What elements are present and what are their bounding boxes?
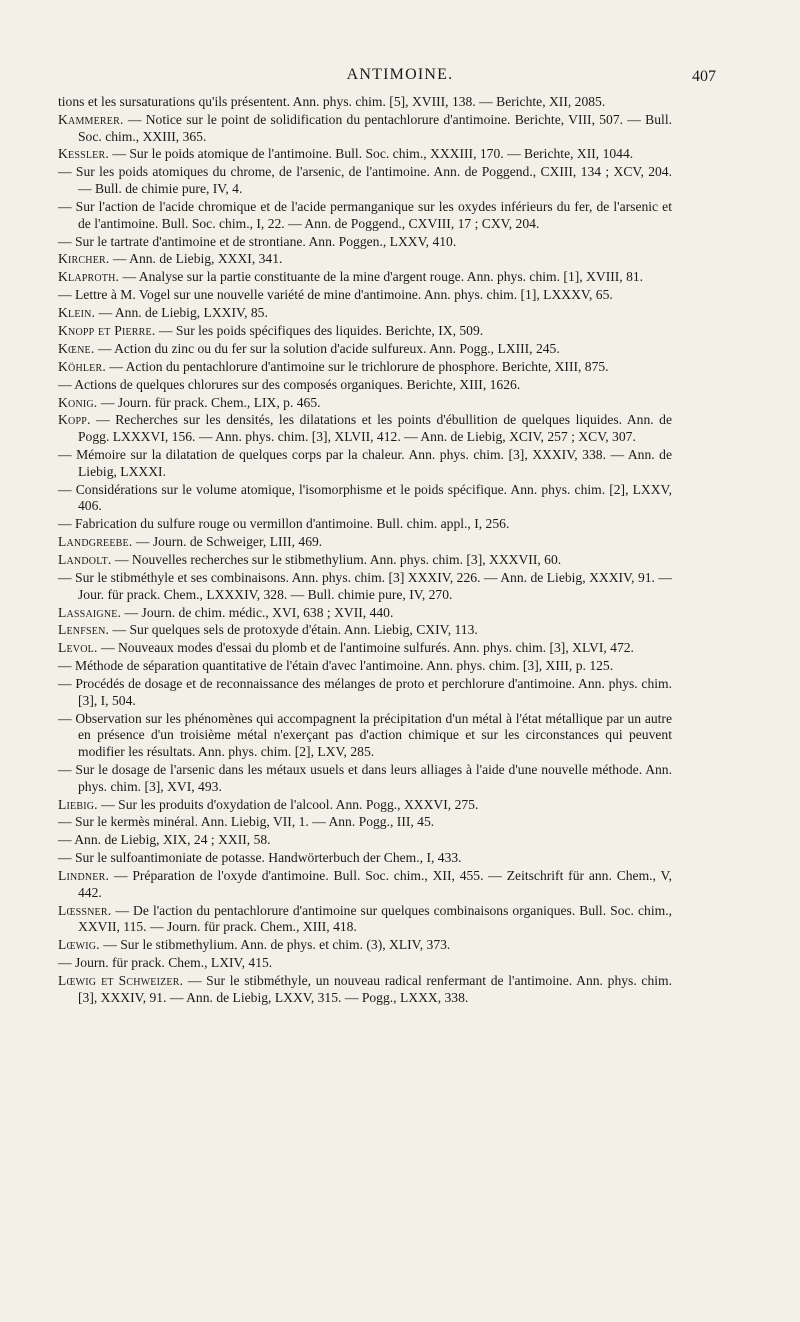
bibliography-entry [58, 622, 672, 639]
bibliography-entry [58, 552, 672, 569]
bibliography-entry [58, 762, 672, 795]
entry-author: Kammerer. [58, 111, 124, 127]
entry-author: Klaproth. [58, 269, 120, 285]
bibliography-entry [58, 711, 672, 761]
entry-author: Lœwig et Schweizer. [58, 973, 184, 989]
entry-text: — Mémoire sur la dilatation de quelques corps par la chaleur. Ann. phys. chim. [3], XXXIV, 338. — Ann. de Liebig, LXXXI. [58, 447, 672, 479]
entry-text: — Nouveaux modes d'essai du plomb et de l'antimoine sulfurés. Ann. phys. chim. [3], XLVI, 472. [97, 640, 634, 656]
entry-text: — De l'action du pentachlorure d'antimoine sur quelques combinaisons organiques. Bull. Soc. chim., XXVII, 115. — Journ. für prack. Chem., XIII, 418. [78, 902, 672, 935]
entry-text: — Actions de quelques chlorures sur des composés organiques. Berichte, XIII, 1626. [58, 376, 521, 392]
bibliography-entry [58, 341, 672, 358]
bibliography-entry [58, 359, 672, 376]
entry-text: — Sur quelques sels de protoxyde d'étain. Ann. Liebig, CXIV, 113. [109, 622, 478, 638]
bibliography-entry [58, 287, 672, 304]
bibliography-entries [58, 94, 672, 1008]
bibliography-entry [58, 640, 672, 657]
bibliography-entry [58, 269, 672, 286]
entry-text: — Sur le tartrate d'antimoine et de strontiane. Ann. Poggen., LXXV, 410. [58, 233, 457, 249]
entry-text: — Notice sur le point de solidification du pentachlorure d'antimoine. Berichte, VIII, 507. — Bull. Soc. chim., XXIII, 365. [78, 111, 672, 144]
entry-text: — Sur l'action de l'acide chromique et de l'acide permanganique sur les oxydes inférieurs du fer, de l'arsenic et de l'antimoine. Bull. Soc. chim., I, 22. — Ann. de Poggend., CXVIII, 17 ; CXV, 204. [58, 198, 672, 231]
bibliography-entry [58, 868, 672, 901]
bibliography-entry [58, 534, 672, 551]
entry-text: — Sur les poids atomiques du chrome, de l'arsenic, de l'antimoine. Ann. de Poggend., CXIII, 134 ; XCV, 204. — Bull. de chimie pure, IV, 4. [58, 164, 672, 197]
entry-text: — Sur le poids atomique de l'antimoine. Bull. Soc. chim., XXXIII, 170. — Berichte, XII, 1044. [108, 146, 634, 162]
entry-text: — Journ. für prack. Chem., LIX, p. 465. [97, 394, 321, 410]
bibliography-entry [58, 850, 672, 867]
entry-author: Lœwig. [58, 937, 100, 953]
entry-author: Levol. [58, 640, 98, 656]
entry-text: — Considérations sur le volume atomique, l'isomorphisme et le poids spécifique. Ann. phys. chim. [2], LXXV, 406. [58, 481, 672, 514]
bibliography-entry [58, 605, 672, 622]
bibliography-entry [58, 234, 672, 251]
entry-text: — Sur le sulfoantimoniate de potasse. Handwörterbuch der Chem., I, 433. [58, 850, 462, 866]
page-number: 407 [692, 68, 716, 85]
entry-author: Kircher. [58, 251, 110, 267]
bibliography-entry [58, 164, 672, 197]
page-header [0, 66, 800, 90]
entry-text: — Procédés de dosage et de reconnaissance des mélanges de proto et perchlorure d'antimoine. Ann. phys. chim. [3], I, 504. [58, 676, 672, 708]
entry-text: — Recherches sur les densités, les dilatations et les points d'ébullition de quelques liquides. Ann. de Pogg. LXXXVI, 156. — Ann. phys. chim. [3], XLVII, 412. — Ann. de Liebig, XCIV, 257 ; XCV, 307. [78, 412, 672, 445]
bibliography-entry [58, 516, 672, 533]
entry-author: Klein. [58, 305, 96, 321]
bibliography-entry [58, 251, 672, 268]
bibliography-entry [58, 832, 672, 849]
entry-author: Lœssner. [58, 902, 112, 918]
entry-text: — Journ. de Schweiger, LIII, 469. [132, 534, 323, 550]
entry-text: — Journ. de chim. médic., XVI, 638 ; XVII, 440. [121, 604, 394, 620]
bibliography-entry [58, 937, 672, 954]
entry-text: — Journ. für prack. Chem., LXIV, 415. [58, 955, 273, 971]
entry-author: Lindner. [58, 868, 110, 884]
bibliography-entry [58, 112, 672, 145]
bibliography-entry [58, 395, 672, 412]
bibliography-entry [58, 199, 672, 232]
entry-text: — Préparation de l'oxyde d'antimoine. Bull. Soc. chim., XII, 455. — Zeitschrift für ann. Chem., V, 442. [78, 868, 672, 900]
entry-text: — Ann. de Liebig, XXXI, 341. [109, 251, 283, 267]
entry-text: — Sur le stibméthyle et ses combinaisons. Ann. phys. chim. [3] XXXIV, 226. — Ann. de Liebig, XXXIV, 91. — Jour. für prack. Chem., LXXXIV, 328. — Bull. chimie pure, IV, 270. [58, 569, 672, 602]
bibliography-entry [58, 323, 672, 340]
entry-text: — Sur les produits d'oxydation de l'alcool. Ann. Pogg., XXXVI, 275. [97, 796, 479, 812]
entry-author: Liebig. [58, 796, 98, 812]
entry-author: Kopp. [58, 412, 91, 428]
entry-author: Konig. [58, 394, 98, 410]
entry-text: — Observation sur les phénomènes qui accompagnent la précipitation d'un métal à l'état métallique par un autre en présence d'un troisième métal n'exerçant pas d'action chimique et sur les circonstances qui peuvent modifier les résultats. Ann. phys. chim. [2], LXV, 285. [58, 710, 672, 760]
bibliography-entry [58, 658, 672, 675]
entry-text: — Ann. de Liebig, XIX, 24 ; XXII, 58. [58, 832, 271, 848]
entry-text: — Méthode de séparation quantitative de l'étain d'avec l'antimoine. Ann. phys. chim. [3], XIII, p. 125. [58, 658, 614, 674]
entry-text: — Sur les poids spécifiques des liquides. Berichte, IX, 509. [155, 323, 484, 339]
entry-author: Lenfsen. [58, 622, 110, 638]
bibliography-entry [58, 973, 672, 1006]
entry-text: — Action du pentachlorure d'antimoine sur le trichlorure de phosphore. Berichte, XIII, 875. [105, 358, 609, 374]
entry-text: — Sur le stibméthyle, un nouveau radical renfermant de l'antimoine. Ann. phys. chim. [3], XXXIV, 91. — Ann. de Liebig, LXXV, 315. — Pogg., LXXX, 338. [78, 973, 672, 1005]
entry-text: — Fabrication du sulfure rouge ou vermillon d'antimoine. Bull. chim. appl., I, 256. [58, 516, 510, 532]
bibliography-entry [58, 94, 672, 111]
bibliography-entry [58, 676, 672, 709]
entry-text: — Analyse sur la partie constituante de la mine d'argent rouge. Ann. phys. chim. [1], XVIII, 81. [119, 269, 644, 285]
bibliography-entry [58, 377, 672, 394]
entry-author: Lassaigne. [58, 604, 122, 620]
bibliography-entry [58, 955, 672, 972]
bibliography-entry [58, 482, 672, 515]
bibliography-entry [58, 570, 672, 603]
entry-text: — Sur le dosage de l'arsenic dans les métaux usuels et dans leurs alliages à l'aide d'une nouvelle méthode. Ann. phys. chim. [3], XVI, 493. [58, 761, 672, 794]
entry-text: — Sur le stibmethylium. Ann. de phys. et chim. (3), XLIV, 373. [99, 937, 451, 953]
entry-author: Kessler. [58, 146, 109, 162]
bibliography-entry [58, 814, 672, 831]
entry-author: Kœne. [58, 340, 95, 356]
entry-author: Landgreebe. [58, 534, 133, 550]
bibliography-entry [58, 447, 672, 480]
bibliography-entry [58, 412, 672, 445]
entry-text: tions et les sursaturations qu'ils présentent. Ann. phys. chim. [5], XVIII, 138. — Berichte, XII, 2085. [58, 94, 606, 109]
bibliography-entry [58, 305, 672, 322]
entry-text: — Nouvelles recherches sur le stibmethylium. Ann. phys. chim. [3], XXXVII, 60. [111, 552, 562, 568]
entry-author: Knopp et Pierre. [58, 323, 156, 339]
entry-text: — Lettre à M. Vogel sur une nouvelle variété de mine d'antimoine. Ann. phys. chim. [1], LXXXV, 65. [58, 287, 613, 303]
bibliography-entry [58, 146, 672, 163]
bibliography-entry [58, 797, 672, 814]
entry-text: — Sur le kermès minéral. Ann. Liebig, VII, 1. — Ann. Pogg., III, 45. [58, 814, 435, 830]
entry-text: — Action du zinc ou du fer sur la solution d'acide sulfureux. Ann. Pogg., LXIII, 245. [94, 340, 560, 356]
entry-text: — Ann. de Liebig, LXXIV, 85. [95, 305, 268, 321]
entry-author: Landolt. [58, 552, 112, 568]
bibliography-entry [58, 903, 672, 936]
running-head: ANTIMOINE. [346, 66, 454, 83]
entry-author: Köhler. [58, 358, 106, 374]
